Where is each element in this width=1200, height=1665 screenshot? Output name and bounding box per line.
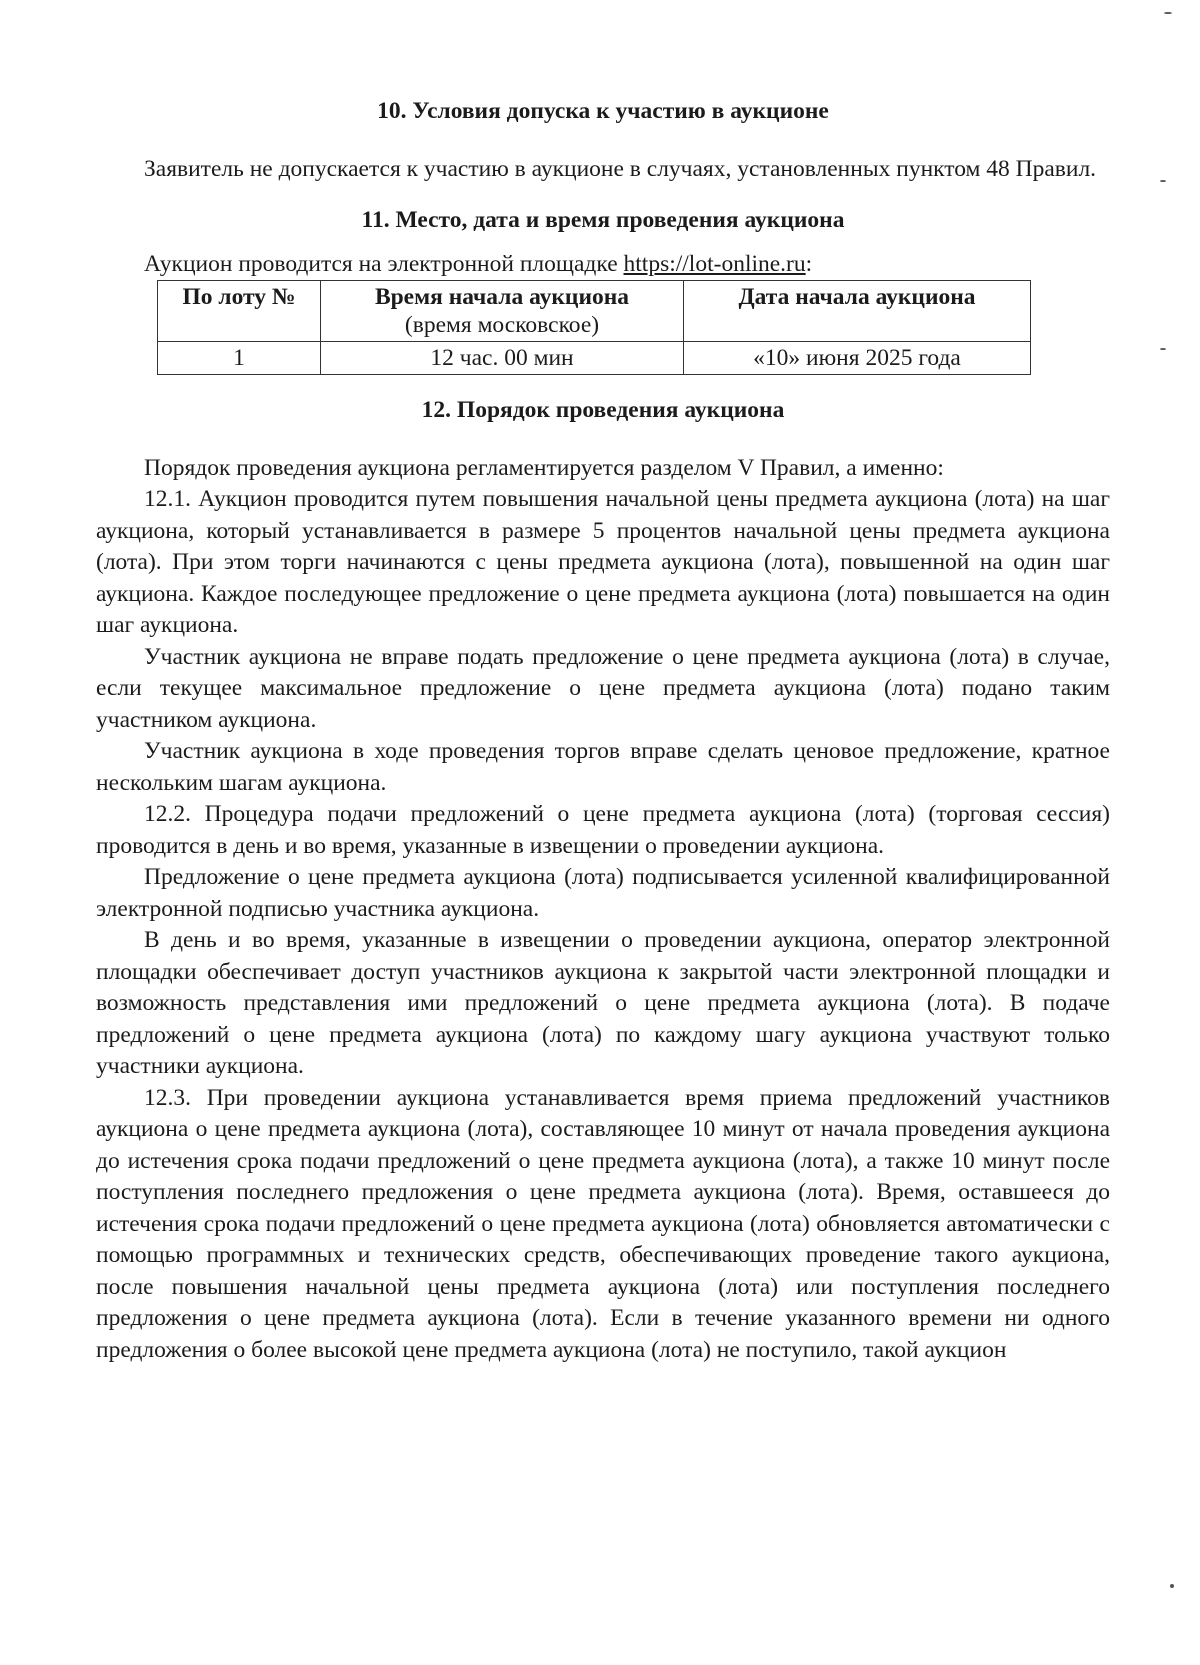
auction-schedule-table xyxy=(157,280,1031,375)
section-12-paragraph: 12.1. Аукцион проводится путем повышения начальной цены предмета аукциона (лота) на шаг аукциона, который устанавливается в размере 5 процентов начальной цены предмета аукциона (лота). При этом торги начинаются с цены предмета аукциона (лота), повышенной на один шаг аукциона. Каждое последующее предложение о цене предмета аукциона (лота) повышается на один шаг аукциона. xyxy=(96,486,1110,638)
cell-lot: 1 xyxy=(158,342,321,375)
scan-speck xyxy=(1170,1584,1174,1588)
header-lot: По лоту № xyxy=(158,281,321,342)
intro-text: Аукцион проводится на электронной площадке xyxy=(144,250,624,277)
section-10-heading: 10. Условия допуска к участию в аукционе xyxy=(377,98,829,124)
header-start-date: Дата начала аукциона xyxy=(684,281,1031,342)
section-12-paragraph: В день и во время, указанные в извещении о проведении аукциона, оператор электронной площадки обеспечивает доступ участников аукциона к закрытой части электронной площадки и возможность представления ими предложений о цене предмета аукциона (лота). В подаче предложений о цене предмета аукциона (лота) по каждому шагу аукциона участвуют только участники аукциона. xyxy=(96,927,1110,1079)
section-12-heading: 12. Порядок проведения аукциона xyxy=(421,397,785,423)
header-start-time-note: (время московское) xyxy=(404,312,600,338)
cell-start-date: «10» июня 2025 года xyxy=(684,342,1031,375)
header-start-time-label: Время начала аукциона xyxy=(374,284,630,310)
header-start-time xyxy=(321,281,684,342)
section-11-heading: 11. Место, дата и время проведения аукциона xyxy=(361,207,845,233)
section-12-paragraph: Участник аукциона не вправе подать предложение о цене предмета аукциона (лота) в случае, если текущее максимальное предложение о цене предмета аукциона (лота) подано таким участником аукциона. xyxy=(96,643,1110,733)
section-12-paragraph: Порядок проведения аукциона регламентируется разделом V Правил, а именно: xyxy=(144,454,944,481)
table-row xyxy=(158,342,1031,375)
section-11-intro xyxy=(96,249,1110,281)
section-12-paragraph: 12.3. При проведении аукциона устанавливается время приема предложений участников аукциона о цене предмета аукциона (лота), составляющее 10 минут от начала проведения аукциона до истечения срока подачи предложений о цене предмета аукциона (лота), а также 10 минут после поступления последнего предложения о цене предмета аукциона (лота). Время, оставшееся до истечения срока подачи предложений о цене предмета аукциона (лота) обновляется автоматически с помощью программных и технических средств, обеспечивающих проведение такого аукциона, после повышения начальной цены предмета аукциона (лота) или поступления последнего предложения о цене предмета аукциона (лота). Если в течение указанного времени ни одного предложения о более высокой цене предмета аукциона (лота) не поступило, такой аукцион xyxy=(96,1084,1110,1363)
document-page xyxy=(96,96,1110,1366)
scan-speck xyxy=(1160,180,1166,182)
intro-tail: : xyxy=(805,250,813,277)
section-10-paragraph: Заявитель не допускается к участию в аукционе в случаях, установленных пунктом 48 Правил. xyxy=(144,155,1097,182)
table-header-row xyxy=(158,281,1031,342)
scan-speck xyxy=(1164,12,1172,14)
scan-speck xyxy=(1160,348,1166,350)
cell-start-time: 12 час. 00 мин xyxy=(321,342,684,375)
section-12-paragraph: Участник аукциона в ходе проведения торгов вправе сделать ценовое предложение, кратное нескольким шагам аукциона. xyxy=(96,738,1110,796)
section-12-paragraph: 12.2. Процедура подачи предложений о цене предмета аукциона (лота) (торговая сессия) проводится в день и во время, указанные в извещении о проведении аукциона. xyxy=(96,801,1110,859)
lot-online-link[interactable]: https://lot-online.ru xyxy=(623,250,806,277)
section-12-paragraph: Предложение о цене предмета аукциона (лота) подписывается усиленной квалифицированной электронной подписью участника аукциона. xyxy=(96,864,1110,922)
